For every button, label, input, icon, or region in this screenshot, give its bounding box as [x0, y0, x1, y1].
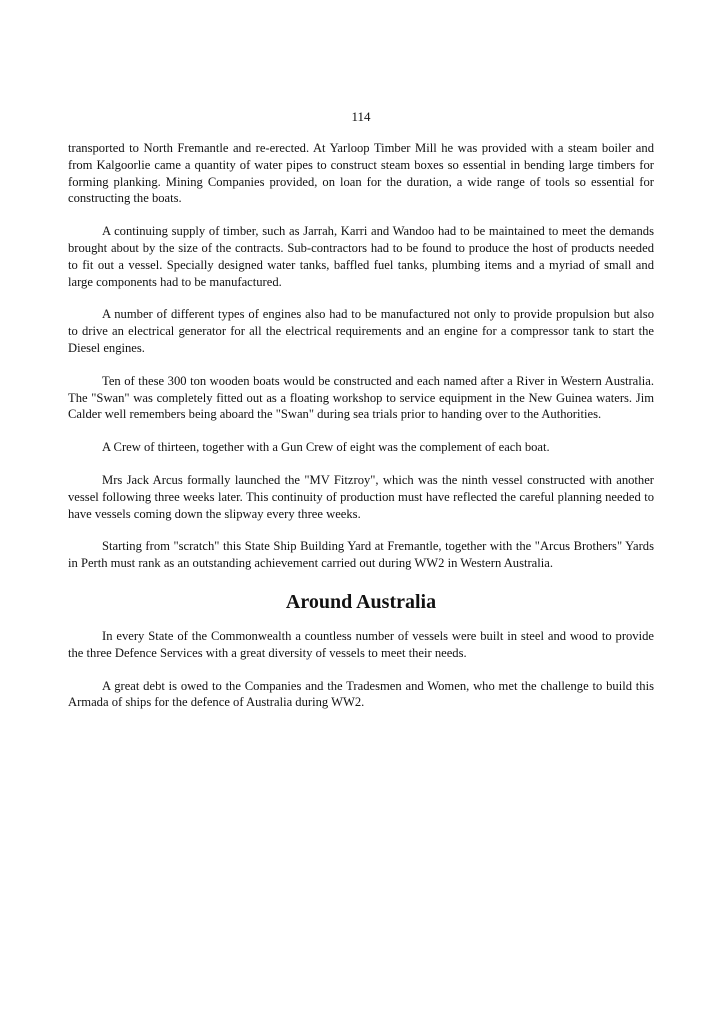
body-text [68, 140, 654, 727]
paragraph-achievement: Starting from "scratch" this State Ship Building Yard at Fremantle, together with the "Arcus Brothers" Yards in Perth must rank as an outstanding achievement carried out during WW2 in Western Australia. [68, 539, 654, 571]
paragraph-launch: Mrs Jack Arcus formally launched the "MV Fitzroy", which was the ninth vessel constructed with another vessel following three weeks later. This continuity of production must have reflected the careful planning needed to have vessels coming down the slipway every three weeks. [68, 472, 654, 521]
paragraph-great-debt: A great debt is owed to the Companies and the Tradesmen and Women, who met the challenge to build this Armada of ships for the defence of Australia during WW2. [68, 678, 654, 710]
page-number: 114 [351, 109, 371, 124]
section-heading: Around Australia [285, 590, 437, 613]
paragraph-continued: transported to North Fremantle and re-erected. At Yarloop Timber Mill he was provided with a steam boiler and from Kalgoorlie came a quantity of water pipes to construct steam boxes so essential in bending large timbers for forming planking. Mining Companies provided, on loan for the duration, a wide range of tools so essential for constructing the boats. [68, 141, 654, 206]
document-page [68, 0, 654, 1022]
paragraph-timber-supply: A continuing supply of timber, such as Jarrah, Karri and Wandoo had to be maintained to meet the demands brought about by the size of the contracts. Sub-contractors had to be found to produce the host of products needed to fit out a vessel. Specially designed water tanks, baffled fuel tanks, plumbing items and a myriad of small and large components had to be manufactured. [68, 224, 654, 289]
paragraph-every-state: In every State of the Commonwealth a countless number of vessels were built in steel and wood to provide the three Defence Services with a great diversity of vessels to meet their needs. [68, 628, 654, 660]
paragraph-engines: A number of different types of engines also had to be manufactured not only to provide propulsion but also to drive an electrical generator for all the electrical requirements and an engine for a compressor tank to start the Diesel engines. [68, 307, 654, 355]
paragraph-crew: A Crew of thirteen, together with a Gun Crew of eight was the complement of each boat. [102, 440, 550, 455]
paragraph-wooden-boats: Ten of these 300 ton wooden boats would be constructed and each named after a River in Western Australia. The "Swan" was completely fitted out as a floating workshop to service equipment in the New Guinea waters. Jim Calder well remembers being aboard the "Swan" during sea trials prior to handing over to the Authorities. [68, 373, 654, 422]
